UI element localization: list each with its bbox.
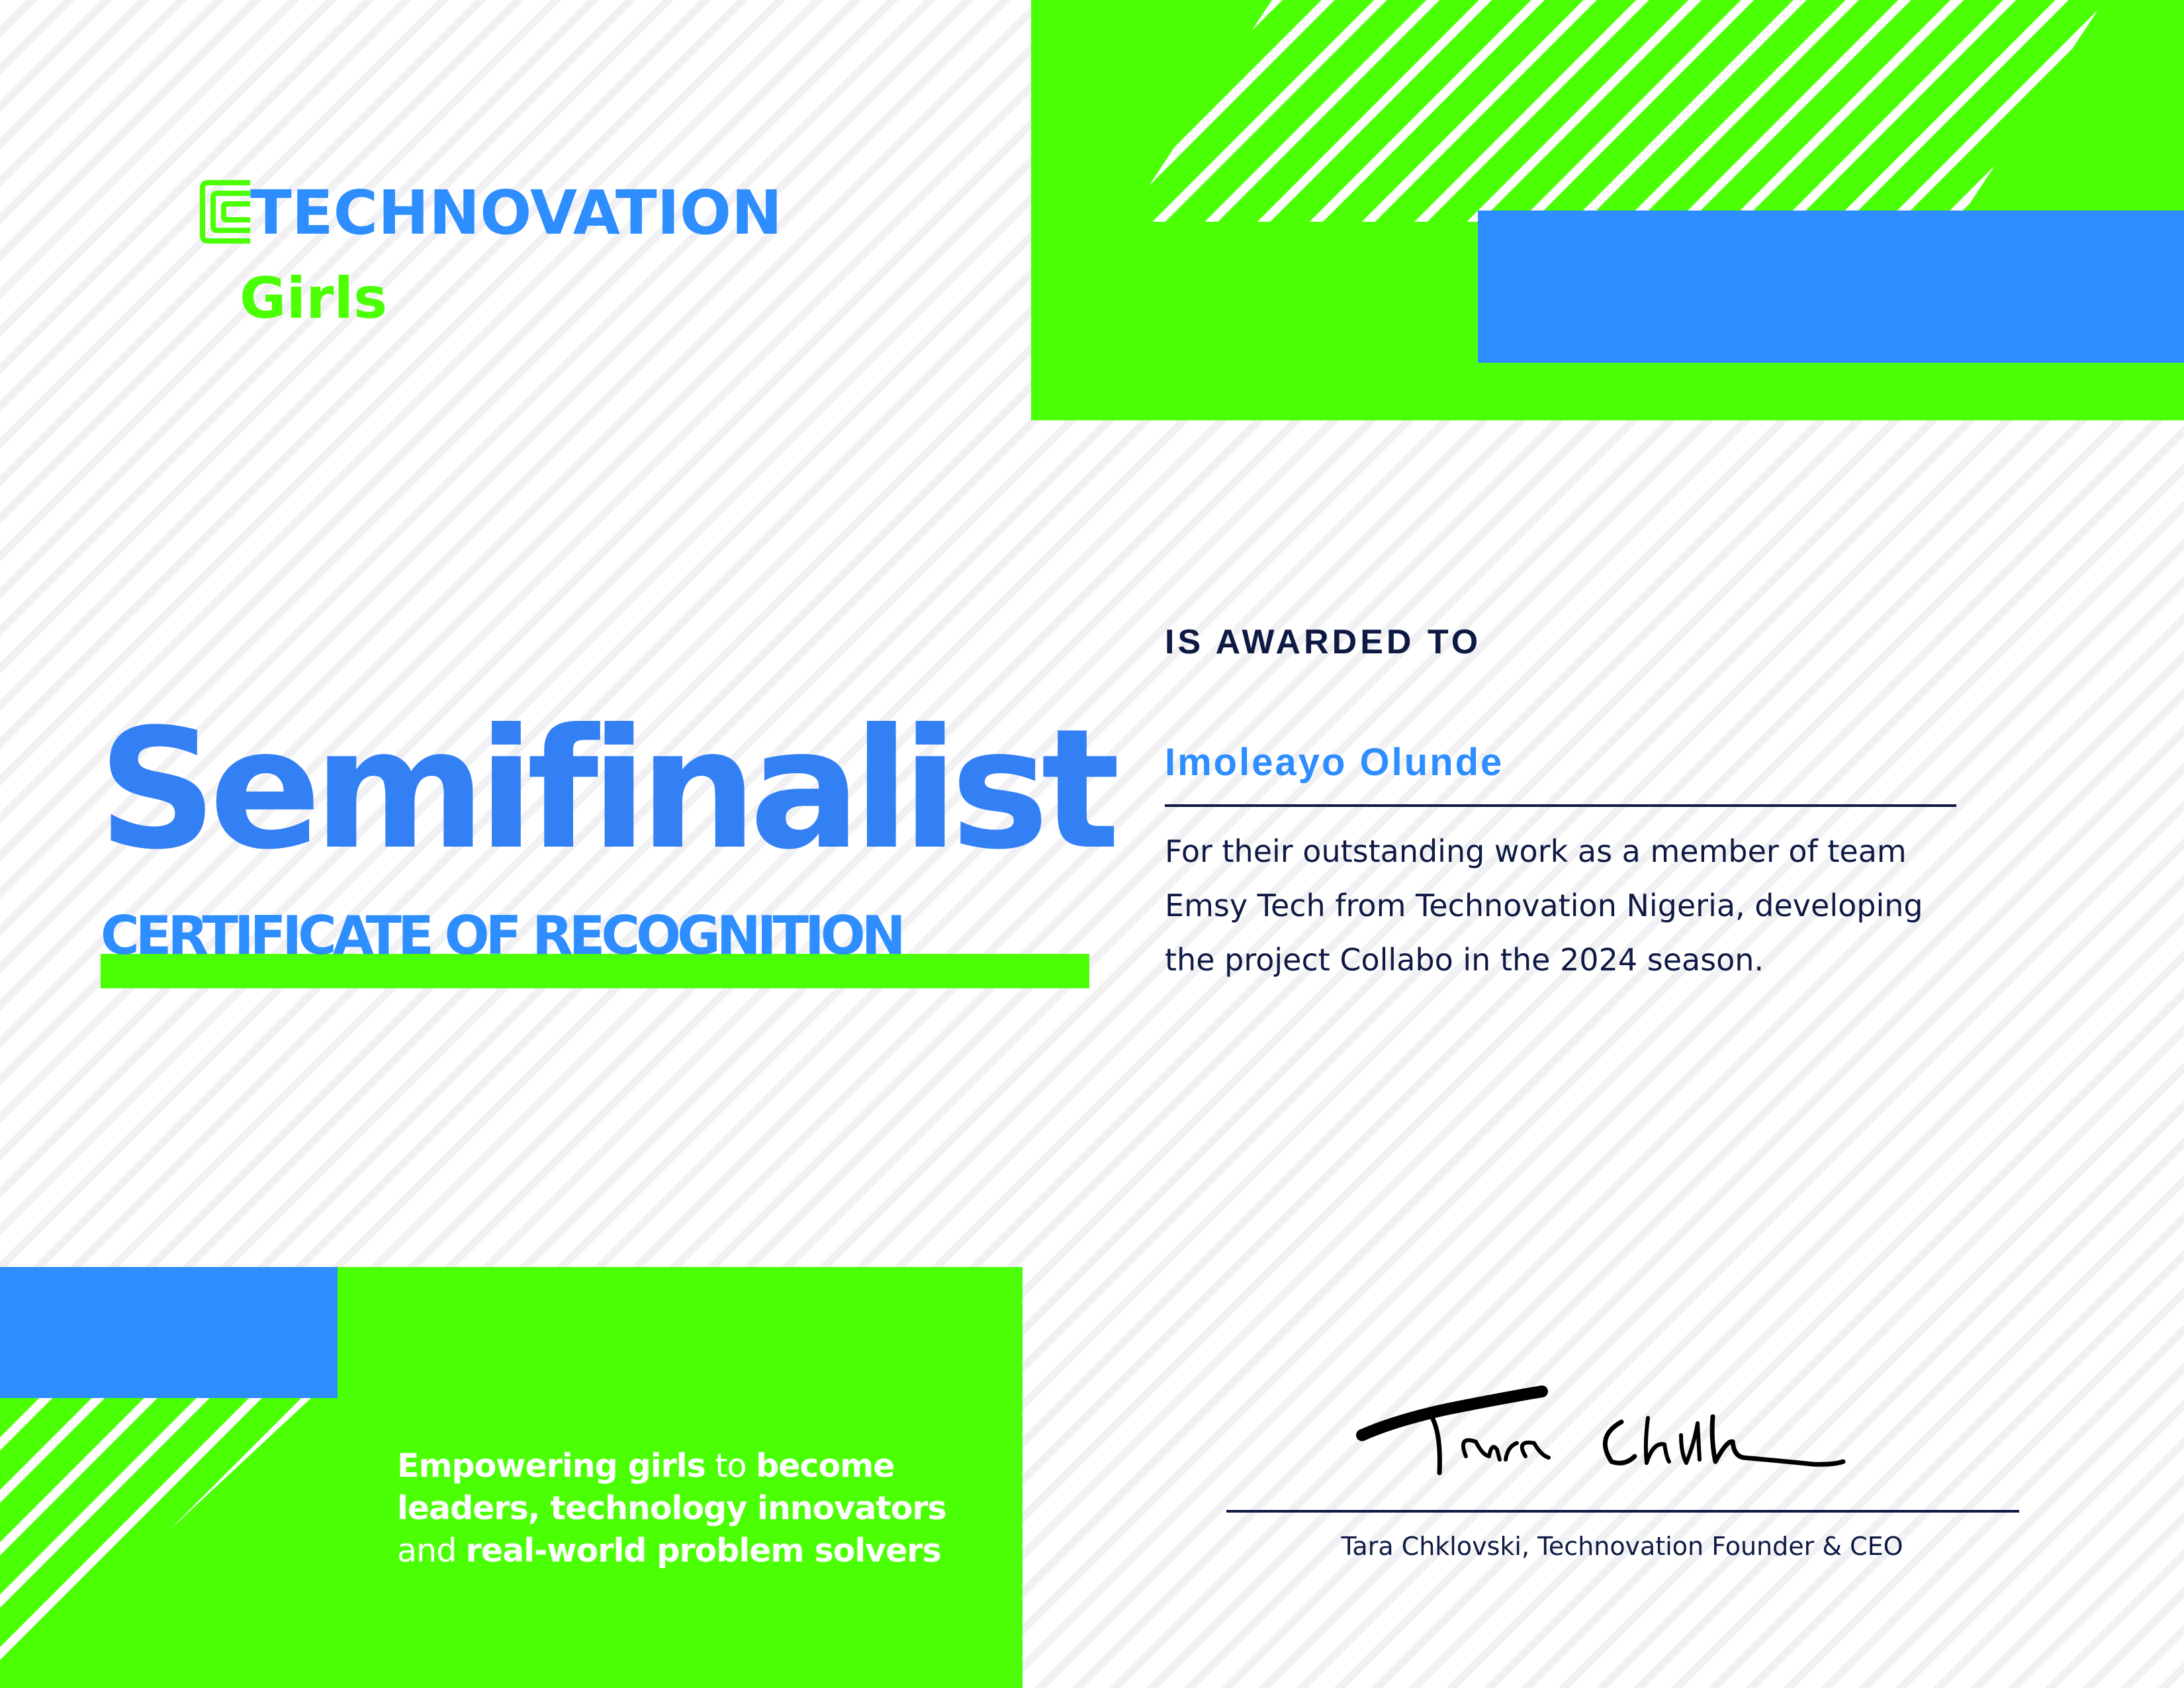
ceo-signature-image — [1350, 1357, 1853, 1489]
recipient-underline — [1165, 804, 1956, 807]
awarded-to-label: IS AWARDED TO — [1165, 623, 1482, 661]
tagline-text: become — [756, 1447, 895, 1485]
recipient-name: Imoleayo Olunde — [1165, 741, 1504, 784]
technovation-logo — [199, 177, 834, 330]
top-right-stripes — [1125, 0, 2105, 222]
technovation-bracket-icon — [199, 179, 251, 245]
logo-subtitle: Girls — [240, 265, 388, 332]
certificate-title: Semifinalist — [98, 693, 1113, 886]
tagline-text: leaders, technology innovators — [397, 1489, 946, 1527]
description-line: For their outstanding work as a member of team — [1165, 833, 1907, 869]
tagline — [397, 1445, 946, 1572]
tagline-line-2 — [397, 1487, 946, 1530]
signature-caption: Tara Chklovski, Technovation Founder & CEO — [1341, 1532, 1903, 1561]
tagline-line-3 — [397, 1530, 946, 1572]
signature-line — [1226, 1510, 2019, 1513]
top-right-blue-panel — [1478, 211, 2184, 363]
tagline-text: to — [705, 1447, 756, 1485]
bottom-left-blue-panel — [0, 1267, 338, 1398]
tagline-text: real-world problem solvers — [465, 1532, 941, 1570]
description-line: Emsy Tech from Technovation Nigeria, developing — [1165, 888, 1923, 923]
description-line: the project Collabo in the 2024 season. — [1165, 942, 1764, 978]
tagline-text: Empowering girls — [397, 1447, 705, 1485]
logo-wordmark: TECHNOVATION — [250, 177, 783, 248]
tagline-text: and — [397, 1532, 466, 1570]
tagline-line-1 — [397, 1445, 946, 1487]
award-description — [1165, 824, 2038, 987]
certificate-subtitle: CERTIFICATE OF RECOGNITION — [101, 905, 902, 966]
